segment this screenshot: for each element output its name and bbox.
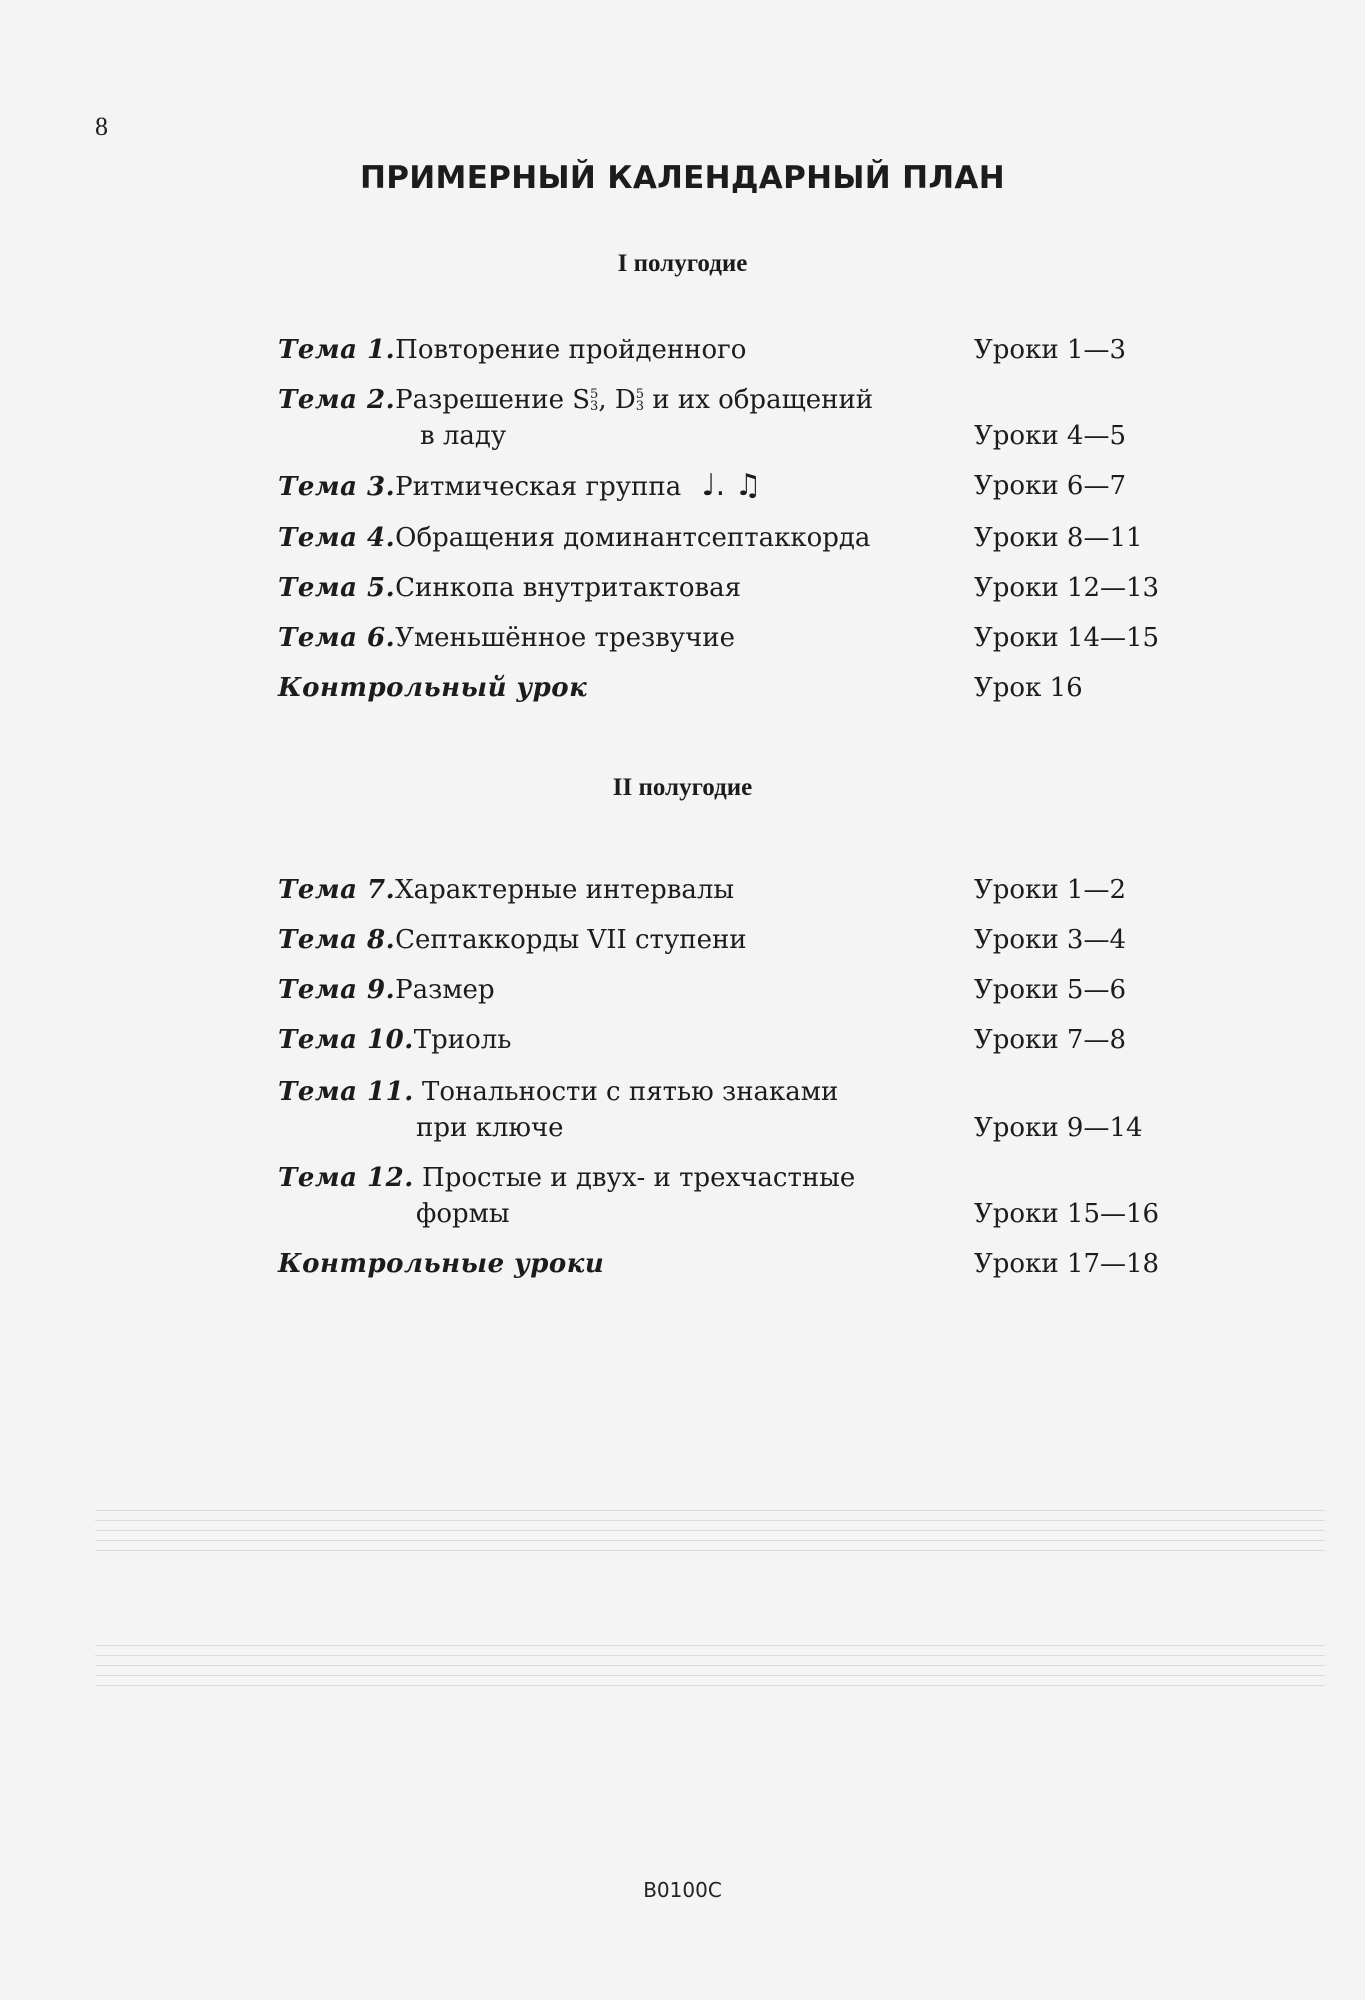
plan-row bbox=[278, 1022, 1188, 1058]
rhythm-notes-icon: ♩. ♫ bbox=[701, 468, 762, 503]
lessons: Уроки 4—5 bbox=[974, 421, 1127, 451]
plan-row bbox=[278, 670, 1188, 706]
theme-text: Размер bbox=[395, 975, 495, 1005]
page-title: ПРИМЕРНЫЙ КАЛЕНДАРНЫЙ ПЛАН bbox=[360, 160, 1005, 196]
theme-label: Контрольные уроки bbox=[278, 1249, 605, 1279]
lessons: Уроки 17—18 bbox=[974, 1249, 1160, 1279]
plan-row bbox=[278, 468, 1188, 505]
theme-label: Тема 4. bbox=[278, 523, 396, 553]
chord-d-figures: 5 3 bbox=[635, 387, 644, 414]
theme-text: Разрешение bbox=[395, 385, 564, 415]
theme-label: Тема 9. bbox=[278, 975, 396, 1005]
theme-text-cont: при ключе bbox=[416, 1113, 564, 1143]
plan-row bbox=[278, 1160, 1188, 1229]
plan-row bbox=[278, 1074, 1188, 1143]
theme-label: Тема 3. bbox=[278, 472, 396, 502]
theme-text: Ритмическая группа bbox=[395, 472, 682, 502]
theme-text: Характерные интервалы bbox=[395, 875, 735, 905]
theme-label: Тема 12. bbox=[278, 1163, 414, 1193]
chord-d: D bbox=[614, 385, 636, 415]
lessons: Урок 16 bbox=[974, 673, 1083, 703]
theme-text: Триоль bbox=[413, 1025, 512, 1055]
lessons: Уроки 3—4 bbox=[974, 925, 1127, 955]
theme-label: Тема 11. bbox=[278, 1077, 414, 1107]
plan-row bbox=[278, 520, 1188, 556]
plan-row bbox=[278, 922, 1188, 958]
theme-label: Тема 8. bbox=[278, 925, 396, 955]
plan-row bbox=[278, 1246, 1188, 1282]
theme-text: Тональности с пятью знаками bbox=[422, 1077, 839, 1107]
theme-text: Синкопа внутритактовая bbox=[395, 573, 742, 603]
plan-row bbox=[278, 570, 1188, 606]
half2-title: II полугодие bbox=[612, 774, 753, 801]
theme-text-cont: в ладу bbox=[420, 421, 507, 451]
chord-tail: и их обращений bbox=[644, 385, 874, 415]
plan-row: Тема 2.Разрешение S5 3, D5 3 и их обращений в ладу Уроки 4—5 bbox=[278, 382, 1188, 418]
half1-title: I полугодие bbox=[617, 250, 748, 277]
plan-row bbox=[278, 872, 1188, 908]
bleed-stave bbox=[95, 1510, 1325, 1560]
theme-label: Тема 5. bbox=[278, 573, 396, 603]
theme-text: Простые и двух- и трехчастные bbox=[422, 1163, 856, 1193]
lessons: Уроки 7—8 bbox=[974, 1025, 1127, 1055]
theme-text-cont: формы bbox=[416, 1199, 510, 1229]
footer-code: B0100C bbox=[643, 1878, 722, 1902]
page-number: 8 bbox=[95, 112, 108, 141]
chord-s-figures: 5 3 bbox=[590, 387, 599, 414]
lessons: Уроки 6—7 bbox=[974, 471, 1127, 501]
lessons: Уроки 1—3 bbox=[974, 335, 1127, 365]
theme-label: Тема 7. bbox=[278, 875, 396, 905]
bleed-stave bbox=[95, 1645, 1325, 1695]
theme-label: Тема 10. bbox=[278, 1025, 414, 1055]
lessons: Уроки 1—2 bbox=[974, 875, 1127, 905]
lessons: Уроки 5—6 bbox=[974, 975, 1127, 1005]
theme-label: Тема 6. bbox=[278, 623, 396, 653]
lessons: Уроки 15—16 bbox=[974, 1199, 1160, 1229]
theme-label: Тема 1. bbox=[278, 335, 396, 365]
lessons: Уроки 12—13 bbox=[974, 573, 1160, 603]
theme-text: Уменьшённое трезвучие bbox=[395, 623, 735, 653]
plan-row bbox=[278, 332, 1188, 368]
theme-text: Обращения доминантсептаккорда bbox=[395, 523, 871, 553]
lessons: Уроки 8—11 bbox=[974, 523, 1143, 553]
lessons: Уроки 9—14 bbox=[974, 1113, 1143, 1143]
plan-row bbox=[278, 620, 1188, 656]
theme-text: Септаккорды VII ступени bbox=[395, 925, 747, 955]
chord-s: S bbox=[572, 385, 591, 415]
lessons: Уроки 14—15 bbox=[974, 623, 1160, 653]
theme-text: Повторение пройденного bbox=[395, 335, 747, 365]
theme-label: Контрольный урок bbox=[278, 673, 588, 703]
plan-row bbox=[278, 972, 1188, 1008]
theme-label: Тема 2. bbox=[278, 385, 396, 415]
